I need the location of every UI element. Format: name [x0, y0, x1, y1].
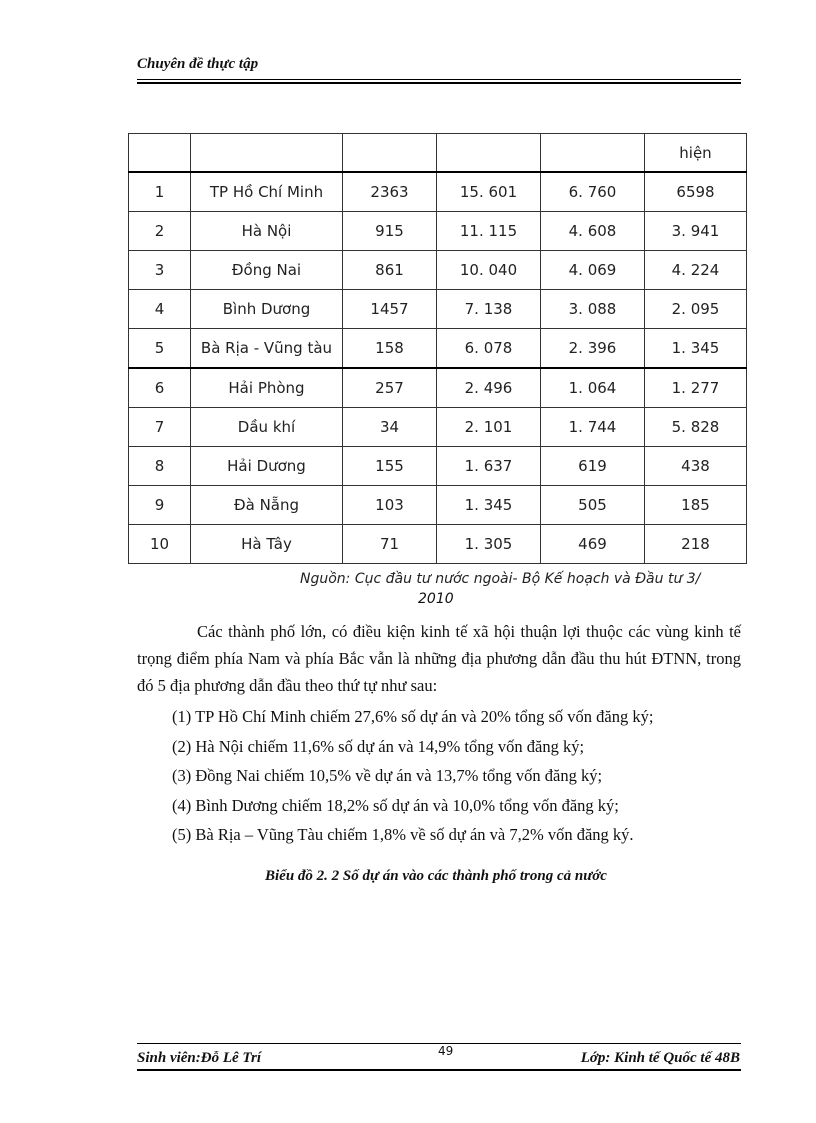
table-header-cell [129, 134, 191, 173]
table-cell: 3. 941 [645, 212, 747, 251]
table-cell: 155 [343, 447, 437, 486]
list-item: (5) Bà Rịa – Vũng Tàu chiếm 1,8% về số dự án và 7,2% vốn đăng ký. [172, 825, 634, 844]
table-cell: 257 [343, 368, 437, 408]
table-cell: Đồng Nai [191, 251, 343, 290]
table-cell: 3. 088 [541, 290, 645, 329]
list-item: (4) Bình Dương chiếm 18,2% số dự án và 10,0% tổng vốn đăng ký; [172, 795, 619, 815]
table-cell: 6. 078 [437, 329, 541, 369]
table-cell: 8 [129, 447, 191, 486]
footer-rule-thick [137, 1069, 741, 1071]
table-row [129, 447, 747, 486]
table-cell: 505 [541, 486, 645, 525]
table-cell: 4. 608 [541, 212, 645, 251]
table-cell: 469 [541, 525, 645, 564]
table-cell: Hải Dương [191, 447, 343, 486]
table-cell: 3 [129, 251, 191, 290]
table-cell: 6598 [645, 172, 747, 212]
table-cell: 1. 305 [437, 525, 541, 564]
table-cell: 619 [541, 447, 645, 486]
table-cell: TP Hồ Chí Minh [191, 172, 343, 212]
table-row [129, 408, 747, 447]
table-cell: 71 [343, 525, 437, 564]
table-cell: 5. 828 [645, 408, 747, 447]
table-cell: 1. 345 [437, 486, 541, 525]
header-rule-thin [137, 79, 741, 80]
table-cell: 103 [343, 486, 437, 525]
table-row [129, 368, 747, 408]
table-cell: 4 [129, 290, 191, 329]
table-cell: 438 [645, 447, 747, 486]
body-paragraph-text: Các thành phố lớn, có điều kiện kinh tế xã hội thuận lợi thuộc các vùng kinh tế trọng điểm phía Nam và phía Bắc vẫn là những địa phương dẫn đầu thu hút ĐTNN, trong đó 5 địa phương dẫn đầu theo thứ tự như sau: [137, 622, 741, 695]
table-row [129, 251, 747, 290]
table-cell: 2. 095 [645, 290, 747, 329]
table-cell: 4. 224 [645, 251, 747, 290]
table-cell: 1457 [343, 290, 437, 329]
table-cell: 5 [129, 329, 191, 369]
table-header-row [129, 134, 747, 173]
table-row [129, 329, 747, 369]
table-cell: 2363 [343, 172, 437, 212]
table-row [129, 212, 747, 251]
table-cell: Dầu khí [191, 408, 343, 447]
table-cell: Hà Tây [191, 525, 343, 564]
table-cell: 2. 101 [437, 408, 541, 447]
table-cell: 9 [129, 486, 191, 525]
table-cell: 7 [129, 408, 191, 447]
table-cell: 7. 138 [437, 290, 541, 329]
table-cell: 34 [343, 408, 437, 447]
table-cell: Hà Nội [191, 212, 343, 251]
table-row [129, 172, 747, 212]
list-item: (2) Hà Nội chiếm 11,6% số dự án và 14,9% tổng vốn đăng ký; [172, 736, 585, 756]
table-cell: 10. 040 [437, 251, 541, 290]
table-cell: 1. 744 [541, 408, 645, 447]
table-cell: 1. 345 [645, 329, 747, 369]
table-cell: 1. 064 [541, 368, 645, 408]
source-note: Nguồn: Cục đầu tư nước ngoài- Bộ Kế hoạch và Đầu tư 3/ [300, 571, 701, 587]
body-paragraph [137, 618, 741, 699]
footer-student: Sinh viên:Đỗ Lê Trí [137, 1050, 262, 1066]
table-row [129, 486, 747, 525]
table-cell: 218 [645, 525, 747, 564]
table-header-cell [343, 134, 437, 173]
table-cell: 11. 115 [437, 212, 541, 251]
table-cell: 2. 496 [437, 368, 541, 408]
table-cell: 158 [343, 329, 437, 369]
table-row [129, 525, 747, 564]
chart-caption: Biểu đồ 2. 2 Số dự án vào các thành phố trong cả nước [265, 868, 607, 884]
list-item: (3) Đồng Nai chiếm 10,5% về dự án và 13,7% tổng vốn đăng ký; [172, 766, 603, 785]
table-cell: 15. 601 [437, 172, 541, 212]
ranking-list [172, 702, 742, 850]
footer-class: Lớp: Kinh tế Quốc tế 48B [580, 1050, 740, 1066]
table-cell: 185 [645, 486, 747, 525]
table-header-cell: hiện [645, 134, 747, 173]
table-header-cell [541, 134, 645, 173]
table-cell: 1 [129, 172, 191, 212]
table-cell: 1. 277 [645, 368, 747, 408]
table-cell: Đà Nẵng [191, 486, 343, 525]
table-cell: 915 [343, 212, 437, 251]
table-header-cell [191, 134, 343, 173]
projects-table [128, 133, 747, 564]
header-rule-thick [137, 82, 741, 84]
table-cell: 1. 637 [437, 447, 541, 486]
table-header-cell [437, 134, 541, 173]
list-item: (1) TP Hồ Chí Minh chiếm 27,6% số dự án và 20% tổng số vốn đăng ký; [172, 707, 654, 726]
table-cell: 6. 760 [541, 172, 645, 212]
table-cell: 6 [129, 368, 191, 408]
table-cell: 861 [343, 251, 437, 290]
table-cell: Bình Dương [191, 290, 343, 329]
table-cell: 2 [129, 212, 191, 251]
source-note-year: 2010 [418, 591, 454, 607]
table-cell: 4. 069 [541, 251, 645, 290]
page-number: 49 [438, 1044, 454, 1058]
table-cell: Hải Phòng [191, 368, 343, 408]
header-title: Chuyên đề thực tập [137, 56, 259, 72]
table-row [129, 290, 747, 329]
table-cell: 10 [129, 525, 191, 564]
table-cell: 2. 396 [541, 329, 645, 369]
table-cell: Bà Rịa - Vũng tàu [191, 329, 343, 369]
